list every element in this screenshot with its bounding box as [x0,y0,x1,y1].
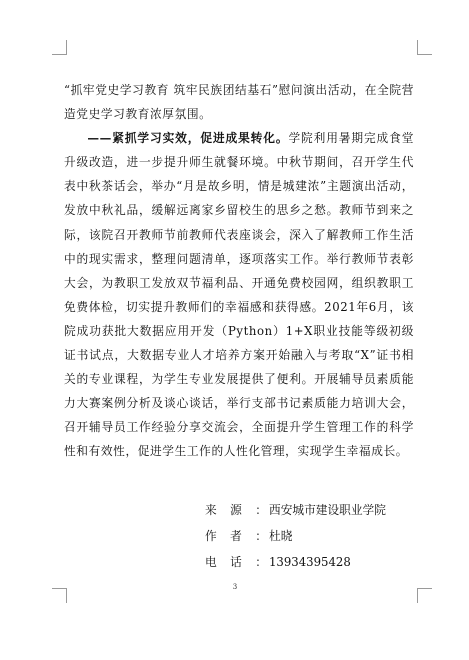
paragraph-2-text: 学院利用暑期完成食堂升级改造，进一步提升师生就餐环境。中秋节期间，召开学生代表中秋茶话会，举办“月是故乡明，情是城建浓”主题演出活动，发放中秋礼品，缓解远离家乡留校生的思乡之愁。教师节到来之际，该院召开教师节前教师代表座谈会，深入了解教师工作生活中的现实需求，整理问题清单，逐项落实工作。举行教师节表彰大会，为教职工发放双节福利品、开通免费校园网，组织教职工免费体检，切实提升教师们的幸福感和获得感。2021年6月，该院成功获批大数据应用开发（Python）1+X职业技能等级初级证书试点，大数据专业人才培养方案开始融入与考取“X”证书相关的专业课程，为学生专业发展提供了便利。开展辅导员素质能力大赛案例分析及谈心谈话，举行支部书记素质能力培训大会，召开辅导员工作经验分享交流会，全面提升学生管理工作的科学性和有效性，促进学生工作的人性化管理，实现学生幸福成长。 [64,131,414,459]
phone-value: 13934395428 [269,555,351,570]
article-body [64,78,414,464]
meta-label-char: 来 [205,503,217,517]
meta-label-char: 者 [230,529,242,544]
meta-label-char: 电 [205,555,217,570]
phone-row [205,549,386,575]
meta-label-char: 源 [230,503,242,517]
crop-mark-top-left [52,40,67,55]
meta-label-char: ： [255,529,267,544]
paragraph-1: “抓牢党史学习教育 筑牢民族团结基石”慰问演出活动，在全院营造党史学习教育浓厚氛围。 [64,83,414,122]
author-row [205,523,386,549]
author-value: 杜晓 [269,529,293,544]
article-meta [205,497,386,576]
paragraph-2 [64,126,414,463]
source-row [205,497,386,523]
meta-label-char: ： [255,555,267,570]
paragraph-2-lead: ——紧抓学习实效，促进成果转化。 [87,131,289,146]
meta-label-char: 话 [230,555,242,570]
author-label [205,523,267,549]
meta-label-char: 作 [205,529,217,544]
meta-label-char: ： [255,503,267,517]
crop-mark-bottom-left [52,588,67,603]
crop-mark-top-right [417,40,432,55]
page-number: 3 [232,583,238,591]
phone-label [205,549,267,575]
source-value: 西安城市建设职业学院 [269,503,386,517]
source-label [205,497,267,523]
crop-mark-bottom-right [417,588,432,603]
